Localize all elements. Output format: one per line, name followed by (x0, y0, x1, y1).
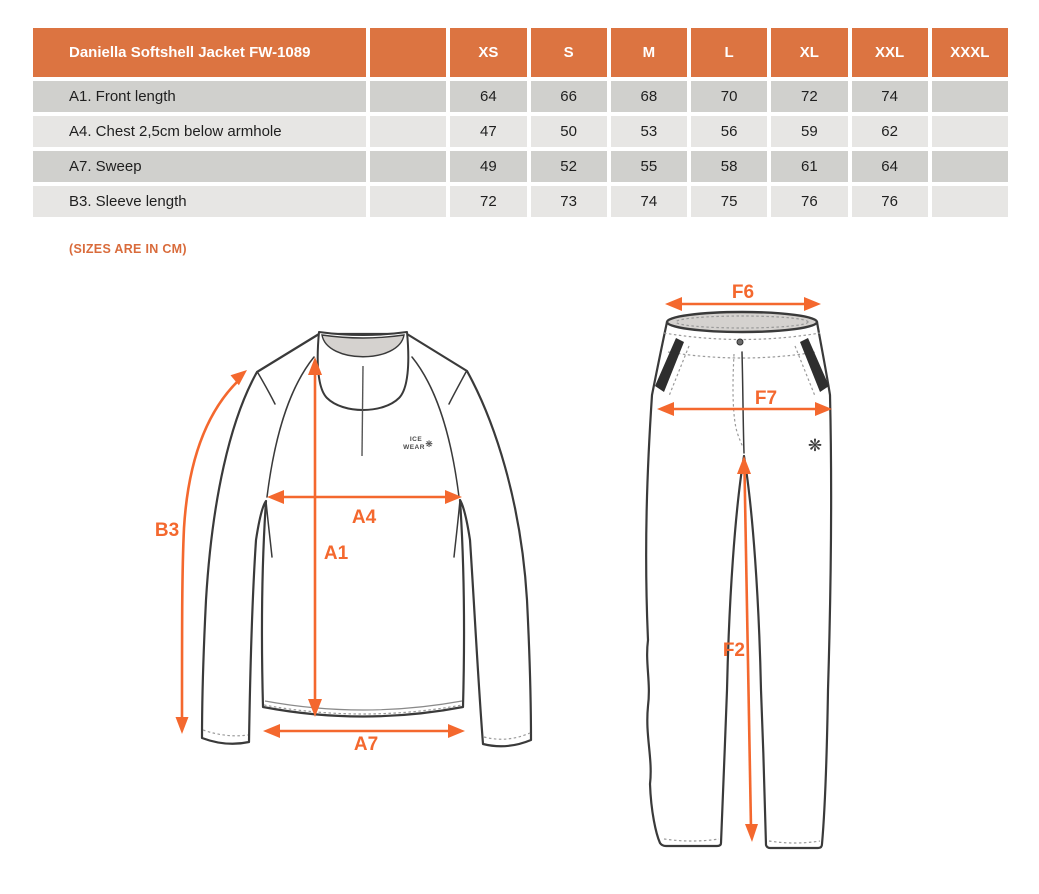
col-header-s: S (531, 28, 607, 77)
units-note: (SIZES ARE IN CM) (69, 242, 187, 256)
table-title-cell (33, 28, 366, 77)
size-table (33, 28, 1008, 217)
table-cell: 72 (450, 186, 526, 217)
table-cell (932, 151, 1008, 182)
waistband-top (667, 312, 817, 332)
table-cell: 53 (611, 116, 687, 147)
table-cell: 62 (852, 116, 928, 147)
col-header-xl: XL (771, 28, 847, 77)
snowflake-icon: ❋ (425, 440, 433, 450)
measure-label-a1: A1 (323, 543, 349, 564)
table-cell: 73 (531, 186, 607, 217)
row-label-front-length: A1. Front length (33, 81, 366, 112)
measure-label-f6: F6 (731, 282, 755, 303)
waist-button (737, 339, 743, 345)
jacket-diagram (155, 332, 531, 755)
table-cell: 47 (450, 116, 526, 147)
spacer-cell (370, 151, 446, 182)
measure-label-b3: B3 (154, 520, 180, 541)
table-cell: 76 (852, 186, 928, 217)
measurement-diagrams (0, 270, 1039, 894)
table-cell: 56 (691, 116, 767, 147)
table-cell: 64 (852, 151, 928, 182)
row-label-chest: A4. Chest 2,5cm below armhole (33, 116, 366, 147)
spacer-cell (370, 116, 446, 147)
table-cell (932, 81, 1008, 112)
table-cell: 70 (691, 81, 767, 112)
table-cell (932, 116, 1008, 147)
spacer-cell (370, 81, 446, 112)
logo-text-line1: ICE (409, 436, 423, 443)
table-cell: 74 (852, 81, 928, 112)
table-cell: 61 (771, 151, 847, 182)
jacket-zipper (362, 366, 363, 456)
spacer-header-cell (370, 28, 446, 77)
table-cell: 49 (450, 151, 526, 182)
col-header-xxl: XXL (852, 28, 928, 77)
table-cell: 64 (450, 81, 526, 112)
spacer-cell (370, 186, 446, 217)
measure-label-f7: F7 (754, 388, 778, 409)
measure-arrow-a7 (263, 724, 465, 755)
pants-silhouette (646, 322, 831, 848)
measure-arrow-f6 (665, 282, 821, 311)
table-cell: 72 (771, 81, 847, 112)
snowflake-icon: ❋ (807, 436, 823, 456)
table-cell: 52 (531, 151, 607, 182)
table-title: Daniella Softshell Jacket FW-1089 (69, 44, 311, 61)
table-cell: 75 (691, 186, 767, 217)
row-label-sweep: A7. Sweep (33, 151, 366, 182)
col-header-xs: XS (450, 28, 526, 77)
table-cell: 76 (771, 186, 847, 217)
pants-diagram (646, 282, 832, 848)
table-cell: 55 (611, 151, 687, 182)
table-cell: 68 (611, 81, 687, 112)
col-header-l: L (691, 28, 767, 77)
table-cell (932, 186, 1008, 217)
measure-label-f2: F2 (722, 640, 745, 661)
col-header-xxxl: XXXL (932, 28, 1008, 77)
measure-label-a7: A7 (353, 734, 379, 755)
table-cell: 74 (611, 186, 687, 217)
col-header-m: M (611, 28, 687, 77)
measure-label-a4: A4 (351, 507, 377, 528)
logo-text-line2: WEAR (403, 444, 425, 451)
table-cell: 59 (771, 116, 847, 147)
table-cell: 66 (531, 81, 607, 112)
row-label-sleeve-length: B3. Sleeve length (33, 186, 366, 217)
table-cell: 50 (531, 116, 607, 147)
table-cell: 58 (691, 151, 767, 182)
